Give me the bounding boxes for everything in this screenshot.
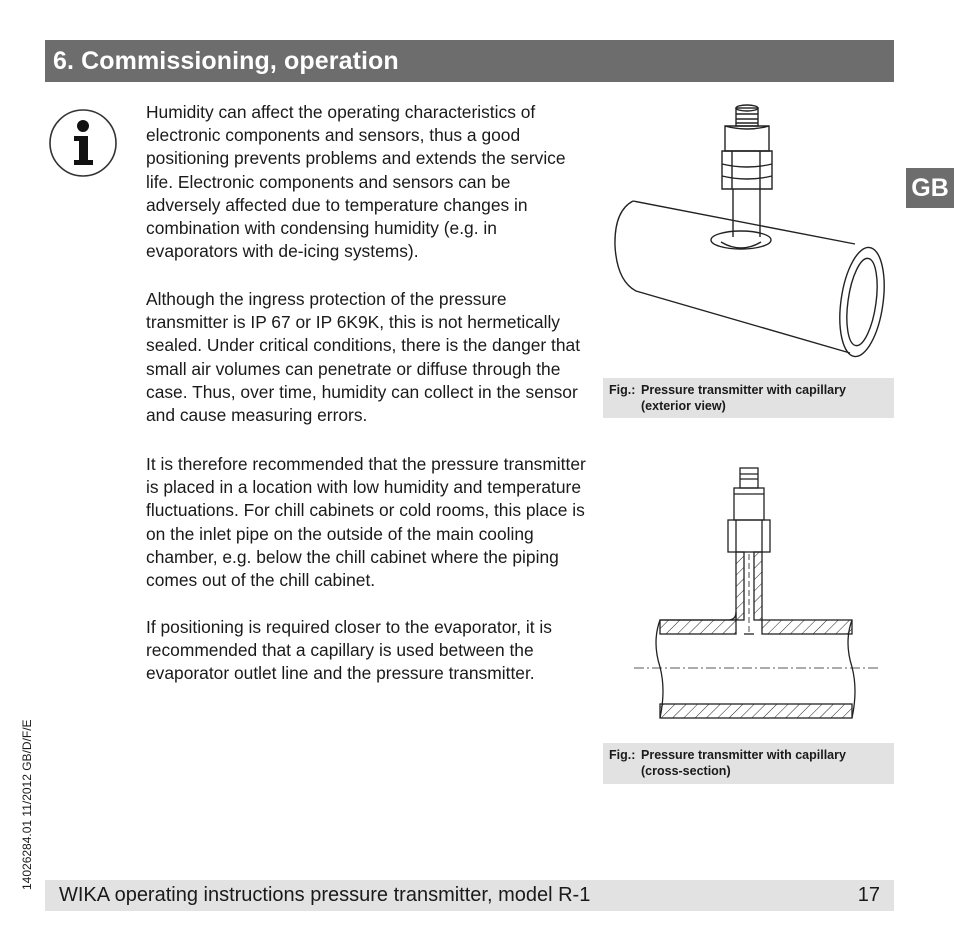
document-id: 14026284.01 11/2012 GB/D/F/E [20,719,34,890]
language-badge: GB [906,168,954,208]
section-header [45,40,894,82]
page-number: 17 [857,884,880,906]
caption-prefix: Fig.: [609,748,636,762]
figure-cross-section [600,462,900,732]
caption-line-1: Pressure transmitter with capillary [641,748,846,762]
paragraph-ingress-protection: Although the ingress protection of the pressure transmitter is IP 67 or IP 6K9K, this is not hermetically sealed. Under critical conditions, there is the danger that small air volumes can penetrate or diffuse through the case. Thus, over time, humidity can collect in the sensor and cause measuring errors. [146,289,581,426]
paragraph-humidity: Humidity can affect the operating characteristics of electronic components and sensors, thus a good positioning prevents problems and extends the service life. Electronic components and sensors can be adversely affected due to temperature changes in combination with condensing humidity (e.g. in evaporators with de-icing systems). [146,102,566,262]
caption-line-1: Pressure transmitter with capillary [641,383,846,397]
caption-line-2: (cross-section) [641,764,731,778]
paragraph-recommended-location: It is therefore recommended that the pressure transmitter is placed in a location with low humidity and temperature fluctuations. For chill cabinets or cold rooms, this place is on the inlet pipe on the outside of the main cooling chamber, e.g. below the chill cabinet where the piping comes out of the chill cabinet. [146,454,586,591]
caption-line-2: (exterior view) [641,399,726,413]
figure-caption-cross-section [603,743,894,784]
figure-caption-exterior [603,378,894,418]
figure-exterior-view [600,96,900,378]
footer-title: WIKA operating instructions pressure transmitter, model R-1 [59,884,591,906]
paragraph-capillary: If positioning is required closer to the evaporator, it is recommended that a capillary is used between the evaporator outlet line and the pressure transmitter. [146,617,552,684]
page-footer [45,880,894,911]
caption-prefix: Fig.: [609,383,636,397]
info-icon [47,107,119,179]
section-title: 6. Commissioning, operation [53,47,399,75]
